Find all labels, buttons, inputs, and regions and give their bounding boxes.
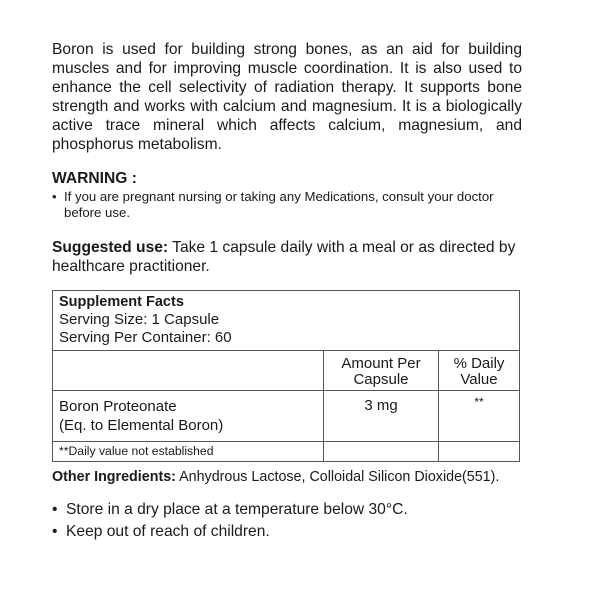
warning-text: If you are pregnant nursing or taking any Medications, consult your doctor before use.	[64, 189, 494, 220]
ingredient-name: Boron Proteonate	[59, 398, 177, 415]
table-row	[53, 391, 520, 442]
list-item: • Keep out of reach of children.	[52, 523, 270, 540]
suggested-use-text: Take 1 capsule daily with a meal or as directed by healthcare practitioner.	[52, 239, 516, 275]
warning-section	[52, 170, 522, 221]
ingredient-sub: (Eq. to Elemental Boron)	[59, 417, 224, 434]
facts-header-cell	[53, 291, 520, 351]
servings-per-container: Serving Per Container: 60	[59, 329, 232, 346]
footnote-cell: **Daily value not established	[53, 442, 324, 462]
serving-size: Serving Size: 1 Capsule	[59, 311, 220, 328]
bullet-icon: •	[52, 189, 57, 204]
footnote-row	[53, 442, 520, 462]
bullet-icon: •	[52, 501, 58, 518]
footnote-blank-2	[439, 442, 520, 462]
suggested-use-label: Suggested use:	[52, 239, 169, 256]
warning-title: WARNING :	[52, 170, 137, 187]
facts-header-row	[53, 291, 520, 351]
other-ingredients-label: Other Ingredients:	[52, 469, 176, 485]
facts-title: Supplement Facts	[59, 294, 184, 310]
other-ingredients-text: Anhydrous Lactose, Colloidal Silicon Dioxide(551).	[175, 469, 500, 485]
other-ingredients	[52, 468, 522, 486]
amount-header: Amount Per Capsule	[324, 351, 439, 391]
product-label	[52, 40, 522, 544]
bullet-icon: •	[52, 523, 58, 540]
description-paragraph: Boron is used for building strong bones, as an aid for building muscles and for improving muscle coordination. It is also used to enhance the cell selectivity of radiation therapy. It supports bone strength and works with calcium and magnesium. It is a biologically active trace mineral which affects calcium, magnesium, and phosphorus metabolism.	[52, 41, 522, 153]
supplement-facts-table	[52, 290, 520, 462]
footnote-blank-1	[324, 442, 439, 462]
ingredient-daily-value: **	[439, 391, 520, 442]
ingredient-cell	[53, 391, 324, 442]
ingredient-amount: 3 mg	[324, 391, 439, 442]
blank-header-cell	[53, 351, 324, 391]
daily-value-header: % Daily Value	[439, 351, 520, 391]
suggested-use	[52, 238, 522, 276]
warning-item	[52, 189, 522, 221]
storage-list	[52, 500, 522, 542]
column-header-row	[53, 351, 520, 391]
list-item: • Store in a dry place at a temperature below 30°C.	[52, 501, 408, 518]
